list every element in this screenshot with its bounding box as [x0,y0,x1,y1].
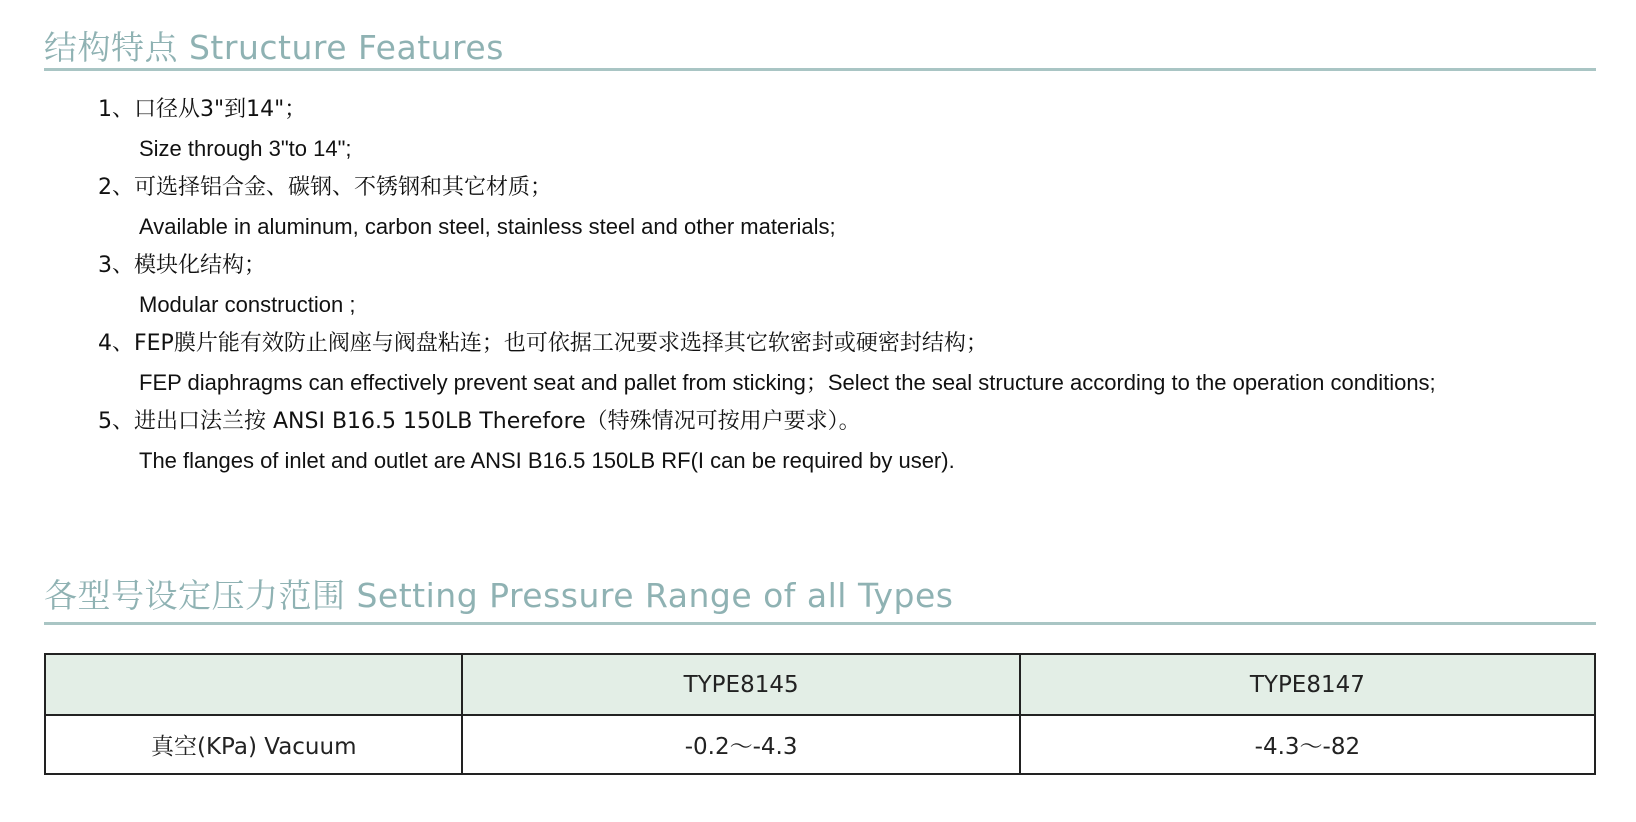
feature-item [98,248,1598,326]
section-divider [44,68,1596,71]
feature-en-text: FEP diaphragms can effectively prevent seat and pallet from sticking；Select the seal structure according to the operation conditions; [139,370,1436,395]
feature-en-text: Available in aluminum, carbon steel, stainless steel and other materials; [139,214,836,239]
table-header-cell [45,654,462,715]
table-cell: -4.3～-82 [1020,715,1595,774]
pressure-range-table [44,653,1596,775]
structure-features-title: 结构特点 Structure Features [44,28,504,67]
feature-item [98,92,1598,170]
table-cell: -0.2～-4.3 [462,715,1019,774]
features-list [98,92,1598,482]
table-header-cell: TYPE8145 [462,654,1019,715]
feature-item [98,170,1598,248]
section-divider [44,622,1596,625]
table-row [45,715,1595,774]
pressure-range-title: 各型号设定压力范围 Setting Pressure Range of all Types [44,576,954,615]
feature-cn-text: 4、FEP膜片能有效防止阀座与阀盘粘连；也可依据工况要求选择其它软密封或硬密封结构； [98,331,988,356]
feature-item [98,404,1598,482]
feature-en-text: Size through 3"to 14"; [139,136,352,161]
feature-cn-text: 5、进出口法兰按 ANSI B16.5 150LB Therefore（特殊情况可按用户要求）。 [98,409,861,434]
feature-item [98,326,1598,404]
feature-cn-text: 2、可选择铝合金、碳钢、不锈钢和其它材质； [98,175,552,200]
feature-en-text: The flanges of inlet and outlet are ANSI B16.5 150LB RF(I can be required by user). [139,448,955,473]
table-row-label: 真空(KPa) Vacuum [45,715,462,774]
table-header-row [45,654,1595,715]
feature-cn-text: 3、模块化结构； [98,253,266,278]
table-header-cell: TYPE8147 [1020,654,1595,715]
feature-en-text: Modular construction ; [139,292,356,317]
feature-cn-text: 1、口径从3"到14"； [98,97,307,122]
